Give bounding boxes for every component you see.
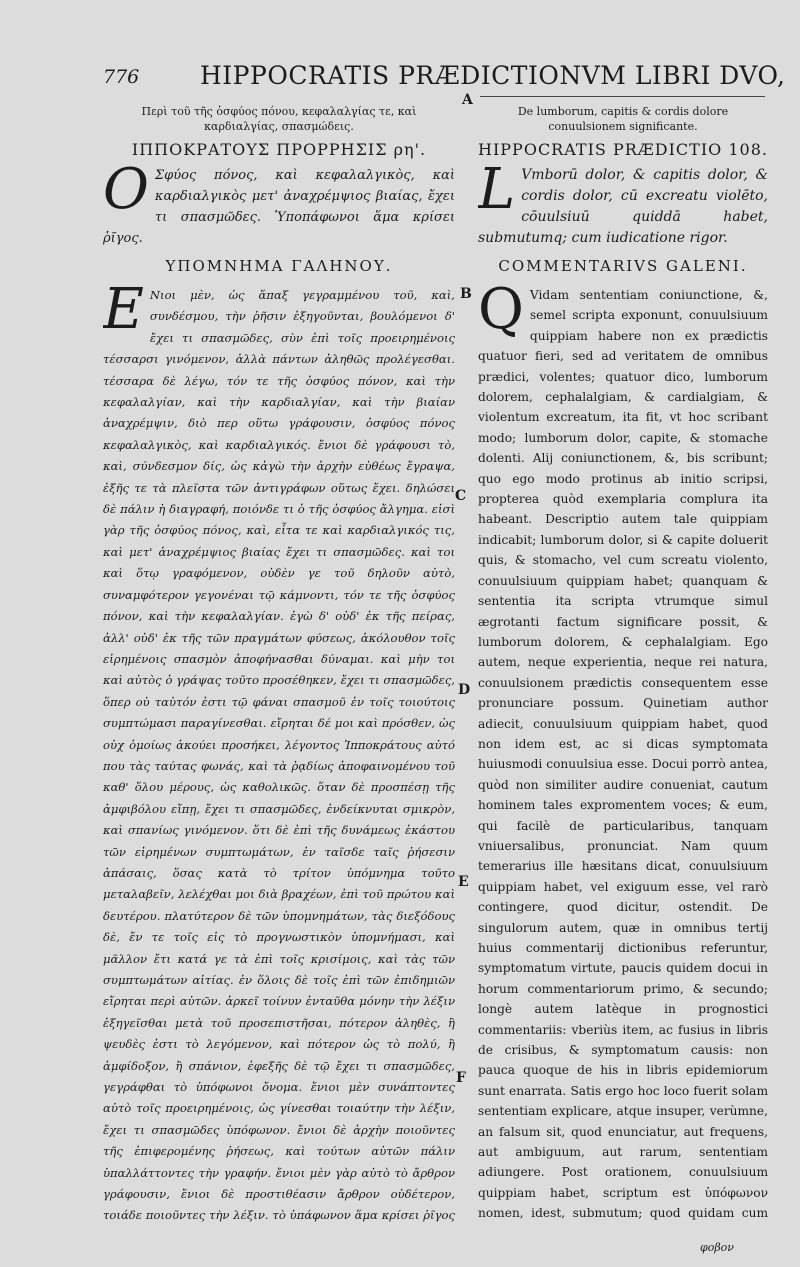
greek-lemma-text: Σφύος πόνος, καὶ κεφαλαλγικὸς, καὶ καρδιαλγικὸς μετ' ἀναχρέμψιος βιαίας, ἔχει τι σπασμῶδες. Ὑποπάφωνοι ἅμα κρίσει ῥῖγος. [103, 168, 455, 246]
margin-letter-a: A [462, 92, 473, 108]
latin-commentary-initial: Q [478, 277, 524, 342]
margin-letter-f: F [456, 1070, 466, 1086]
latin-column [478, 98, 768, 1228]
greek-commentary [103, 277, 455, 1228]
latin-lemma-initial: L [478, 157, 516, 222]
latin-commentary-text: Vidam sententiam coniunctione, &, semel scripta exponunt, conuulsiuum quippiam habere non ex prædictis quatuor fieri, sed ad veritatem de omnibus prædici, volentes; quatuor dico, lumborum dolorem, cephalalgiam, & cardialgiam, & violentum excreatum, ita fit, vt hoc scribant modo; lumborum dolor, capite, & stomache dolenti. Alij coniunctionem, &, bis scribunt; quo ego modo protinus ab initio scripsi, propterea quòd exemplaria complura ita habeant. Descriptio autem tale quippiam indicabit; lumborum dolor, si & capite doluerit quis, & stomacho, vel cum screatu violento, conuulsiuum quippiam habet; quanquam & sententia ita scripta vtrumque simul ægrotanti factum significare possit, & lumborum dolorem, & cephalalgiam. Ego autem, neque experientia, neque rei natura, conuulsionem prædictis consequentem esse pronunciare possum. Quinetiam author adiecit, conuulsiuum quippiam habet, quod non idem est, ac si dicas symptomata huiusmodi conuulsiua esse. Docui porrò antea, quòd non similiter audire conueniat, cautum hominem tales expromentem voces; & eum, qui facilè de particularibus, tanquam vniuersalibus, pronunciat. Nam quum temerarius ille hæsitans dicat, conuulsiuum quippiam habet, vel exiguum esse, vel rarò contingere, quod dicitur, ostendit. De singulorum autem, quæ in omnibus tertij huius commentarij dictionibus referuntur, symptomatum virtute, paucis quidem docui in horum commentariorum primo, & secundo; longè autem latèque in prognostici commentariis: vberiùs item, ac fusius in libris de crisibus, & symptomatum causis: non pauca quoque de his in libris epidemiorum sunt enarrata. Satis ergo hoc loco fuerit solam sententiam explicare, atque insuper, verùmne, an falsum sit, quod enunciatur, aut frequens, aut ambiguum, aut rarum, sententiam adiungere. Post orationem, conuulsiuum quippiam habet, scriptum est ὑπόφωνον nomen, idest, submutum; quod quidam cum [478, 288, 768, 1221]
latin-commentary-title: COMMENTARIVS GALENI. [498, 257, 748, 275]
greek-commentary-title: ΥΠΟΜΝΗΜΑ ΓΑΛΗΝΟΥ. [165, 257, 393, 275]
margin-letter-b: B [460, 286, 472, 302]
running-title: HIPPOCRATIS PRÆDICTIONVM LIBRI DVO, [200, 61, 786, 90]
greek-column [103, 98, 455, 1228]
latin-commentary [478, 277, 768, 1228]
greek-title: ΙΠΠΟΚΡΑΤΟΥΣ ΠΡΟΡΡΗΣΙΣ ρη'. [131, 140, 427, 159]
latin-lemma [478, 157, 768, 249]
greek-lemma-initial: Ο [103, 157, 149, 222]
latin-summary: De lumborum, capitis & cordis dolore conuulsionem significante. [517, 105, 729, 133]
greek-summary: Περὶ τοῦ τῆς ὀσφύος πόνου, κεφαλαλγίας τε, καὶ καρδιαλγίας, σπασμώδεις. [141, 105, 417, 133]
latin-lemma-text: Vmborū dolor, & capitis dolor, & cordis dolor, cū excreatu violēto, cōuulsiuū quiddā habet, submutumq; cum iudicatione rigor. [478, 167, 768, 246]
greek-commentary-text: Νιοι μὲν, ὡς ἅπαξ γεγραμμένου τοῦ, καὶ, συνδέσμου, τὴν ῥῆσιν ἐξηγοῦνται, βουλόμενοι δ' ἔχει τι σπασμῶδες, σὺν ἐπὶ τοῖς προειρημένοις τέσσαρσι γινόμενον, ἀλλὰ πάντων ἀληθῶς προλέγεσθαι. τέσσαρα δὲ λέγω, τόν τε τῆς ὀσφύος πόνον, καὶ τὴν κεφαλαλγίαν, καὶ τὴν καρδιαλγίαν, καὶ τὴν βιαίαν ἀναχρέμψιν, διὸ περ οὕτω γράφουσιν, ὀσφύος πόνος κεφαλαλγικὸς, καὶ καρδιαλγικός. ἔνιοι δὲ γράφουσι τὸ, καὶ, σύνδεσμον δίς, ὡς κἀγὼ τὴν ἀρχὴν εὐθέως ἔγραψα, ἐξῆς τε τὰ πλεῖστα τῶν ἀντιγράφων οὕτως ἔχει. δηλώσει δὲ πάλιν ἡ διαγραφή, ποιόνδε τι ὁ τῆς ὀσφύος ἄλγημα. εἰσὶ γὰρ τῆς ὀσφύος πόνος, καὶ, εἶτα τε καὶ καρδιαλγικός τις, καὶ μετ' ἀναχρέμψιος βιαίας ἔχει τι σπασμῶδες. καὶ τοι καὶ ὅτῳ γραφόμενον, οὐδὲν γε τοῦ δηλοῦν αὐτὸ, συναμφότερον γεγονέναι τῷ κάμνοντι, τόν τε τῆς ὀσφύος πόνον, καὶ τὴν κεφαλαλγίαν. ἐγὼ δ' οὐδ' ἐκ τῆς πείρας, ἀλλ' οὐδ' ἐκ τῆς τῶν πραγμάτων φύσεως, ἀκόλουθον τοῖς εἰρημένοις σπασμὸν ἀποφήνασθαι δύναμαι. καὶ μὴν τοι καὶ αὐτὸς ὁ γράψας τοῦτο προσέθηκεν, ἔχει τι σπασμῶδες, ὅπερ οὐ ταὐτόν ἐστι τῷ φάναι σπασμοῦ ἐν τοῖς τοιούτοις συμπτώμασι παραγίνεσθαι. εἴρηται δέ μοι καὶ πρόσθεν, ὡς οὐχ ὁμοίως ἀκούει προσήκει, λέγοντος Ἱπποκράτους αὐτό που τὰς ταύτας φωνάς, καὶ τὰ ῥᾳδίως ἀποφαινομένου τοῦ καθ' ὅλου μέρους, ὡς καθολικῶς. ὅταν δὲ προσπέσῃ τῆς ἀμφιβόλου εἴπῃ, ἔχει τι σπασμῶδες, ἐνδείκνυται σμικρὸν, καὶ σπανίως γινόμενον. ὅτι δὲ ἐπὶ τῆς δυνάμεως ἑκάστου τῶν εἰρημένων συμπτωμάτων, ἐν ταῖσδε ταῖς ῥήσεσιν ἁπάσαις, ὅσας κατὰ τὸ τρίτον ὑπόμνημα τοῦτο μεταλαβεῖν, λελέχθαι μοι διὰ βραχέων, ἐπὶ τοῦ πρώτου καὶ δευτέρου. πλατύτερον δὲ τῶν ὑπομνημάτων, τὰς διεξόδους δὲ, ἔν τε τοῖς εἰς τὸ προγνωστικὸν ὑπομνήμασι, καὶ μᾶλλον ἔτι κατά γε τὰ ἐπὶ τοῖς κρισίμοις, καὶ τὰς τῶν συμπτωμάτων αἰτίας. ἐν ὅλοις δὲ τοῖς ἐπὶ τῶν ἐπιδημιῶν εἴρηται περὶ αὐτῶν. ἀρκεῖ τοίνυν ἐνταῦθα μόνην τὴν λέξιν ἐξηγεῖσθαι μετὰ τοῦ προσεπιστῆσαι, πότερον ἀληθὲς, ἢ ψευδὲς ἐστι τὸ λεγόμενον, καὶ πότερον ὡς τὸ πολύ, ἢ ἀμφίδοξον, ἢ σπάνιον, ἐφεξῆς δὲ τῷ ἔχει τι σπασμῶδες, γεγράφθαι τὸ ὑπόφωνοι ὄνομα. ἔνιοι μὲν συνάπτοντες αὐτὸ τοῖς προειρημένοις, ὡς γίνεσθαι τοιαύτην τὴν λέξιν, ἔχει τι σπασμῶδες ὑπόφωνον. ἔνιοι δὲ ἀρχὴν ποιοῦντες τῆς ἐπιφερομένης ῥήσεως, καὶ τούτων αὐτῶν πάλιν ὑπαλλάττοντες τὴν γραφήν. ἔνιοι μὲν γὰρ αὐτὸ τὸ ἄρθρον γράφουσιν, ἔνιοι δὲ προστιθέασιν ἄρθρον οὐδέτερον, τοιάδε ποιοῦντες τὴν λέξιν. τὸ ὑπάφωνον ἅμα κρίσει ῥῖγος [103, 288, 455, 1223]
margin-letter-c: C [455, 488, 467, 504]
greek-commentary-initial: Ε [103, 277, 144, 342]
margin-letter-e: E [458, 874, 469, 890]
page-number: 776 [103, 66, 140, 88]
catchword: φοβον [700, 1241, 734, 1254]
margin-letter-d: D [458, 682, 471, 698]
latin-title: HIPPOCRATIS PRÆDICTIO 108. [478, 140, 768, 159]
page-header [0, 58, 800, 98]
header-rule [480, 96, 765, 97]
greek-lemma [103, 157, 455, 249]
